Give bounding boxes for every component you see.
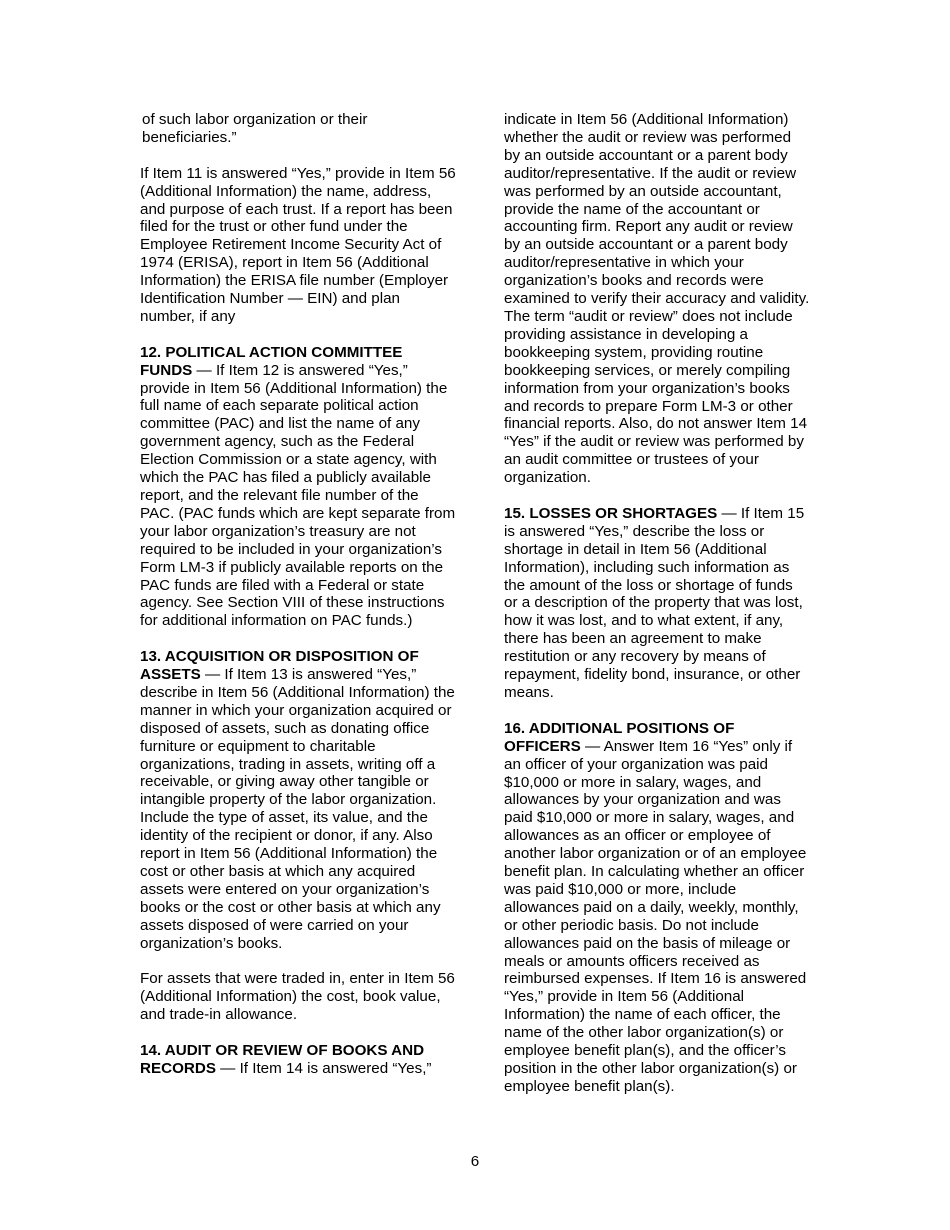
- item16-heading: 16. ADDITIONAL POSITIONS OF OFFICERS: [504, 719, 735, 755]
- item14-text: — If Item 14 is answered “Yes,”: [215, 1059, 432, 1077]
- left-column: [140, 111, 456, 1096]
- item15-section: [504, 505, 810, 702]
- item12-text: — If Item 12 is answered “Yes,” provide in Item 56 (Additional Information) the full name of each separate political action committee (PAC) and list the name of any government agency, such as the Federal Election Commission or a state agency, with which the PAC has filed a publicly available report, and the relevant file number of the PAC. (PAC funds which are kept separate from your labor organization’s treasury are not required to be included in your organization’s Form LM-3 if publicly available reports on the PAC funds are filed with a Federal or state agency. See Section VIII of these instructions for additional information on PAC funds.): [140, 361, 456, 630]
- item13-heading: 13. ACQUISITION OR DISPOSITION OF ASSETS: [140, 648, 419, 684]
- item13-trade-in-paragraph: For assets that were traded in, enter in Item 56 (Additional Information) the cost, book value, and trade-in allowance.: [140, 970, 455, 1024]
- item15-heading: 15. LOSSES OR SHORTAGES: [504, 504, 718, 522]
- item12-section: [140, 344, 456, 631]
- item15-text: — If Item 15 is answered “Yes,” describe the loss or shortage in detail in Item 56 (Additional Information), including such information as the amount of the loss or shortage of funds or a description of the property that was lost, how it was lost, and to what extent, if any, there has been an agreement to make restitution or any recovery by means of repayment, fidelity bond, insurance, or other means.: [504, 504, 805, 701]
- item14-heading: 14. AUDIT OR REVIEW OF BOOKS AND RECORDS: [140, 1042, 425, 1077]
- item16-text: — Answer Item 16 “Yes” only if an officer of your organization was paid $10,000 or more in salary, wages, and allowances by your organization and was paid $10,000 or more in salary, wages, and allowances as an officer or employee of another labor organization or of an employee benefit plan. In calculating whether an officer was paid $10,000 or more, include allowances paid on a daily, weekly, monthly, or other periodic basis. Do not include allowances paid on the basis of mileage or meals or amounts officers received as reimbursed expenses. If Item 16 is answered “Yes,” provide in Item 56 (Additional Information) the name of each officer, the name of the other labor organization(s) or employee benefit plan(s), and the officer’s position in the other labor organization(s) or employee benefit plan(s).: [504, 737, 807, 1095]
- item12-heading: 12. POLITICAL ACTION COMMITTEE FUNDS: [140, 343, 403, 379]
- item16-section: [504, 720, 810, 1096]
- item14-continued-paragraph: indicate in Item 56 (Additional Information) whether the audit or review was performed by an outside accountant or a parent body auditor/representative. If the audit or review was performed by an outside accountant, provide the name of the accountant or accounting firm. Report any audit or review by an outside accountant or a parent body auditor/representative in which your organization’s books and records were examined to verify their accuracy and validity. The term “audit or review” does not include providing assistance in developing a bookkeeping system, providing routine bookkeeping services, or merely compiling information from your organization’s books and records to prepare Form LM-3 or other financial reports. Also, do not answer Item 14 “Yes” if the audit or review was performed by an audit committee or trustees of your organization.: [504, 111, 810, 487]
- item13-text: — If Item 13 is answered “Yes,” describe in Item 56 (Additional Information) the manner in which your organization acquired or disposed of assets, such as donating office furniture or equipment to charitable organizations, trading in assets, writing off a receivable, or giving away other tangible or intangible property of the labor organization. Include the type of asset, its value, and the identity of the recipient or donor, if any. Also report in Item 56 (Additional Information) the cost or other basis at which any acquired assets were entered on your organization’s books or the cost or other basis at which any assets disposed of were carried on your organization’s books.: [140, 666, 455, 952]
- item11-paragraph: If Item 11 is answered “Yes,” provide in Item 56 (Additional Information) the name, address, and purpose of each trust. If a report has been filed for the trust or other fund under the Employee Retirement Income Security Act of 1974 (ERISA), report in Item 56 (Additional Information) the ERISA file number (Employer Identification Number — EIN) and plan number, if any: [140, 164, 456, 325]
- right-column: [504, 111, 810, 1114]
- item13-section: [140, 648, 456, 952]
- continuation-paragraph: of such labor organization or their beneficiaries.”: [142, 111, 368, 146]
- page-number: 6: [470, 1153, 480, 1170]
- item14-section: [140, 1042, 456, 1078]
